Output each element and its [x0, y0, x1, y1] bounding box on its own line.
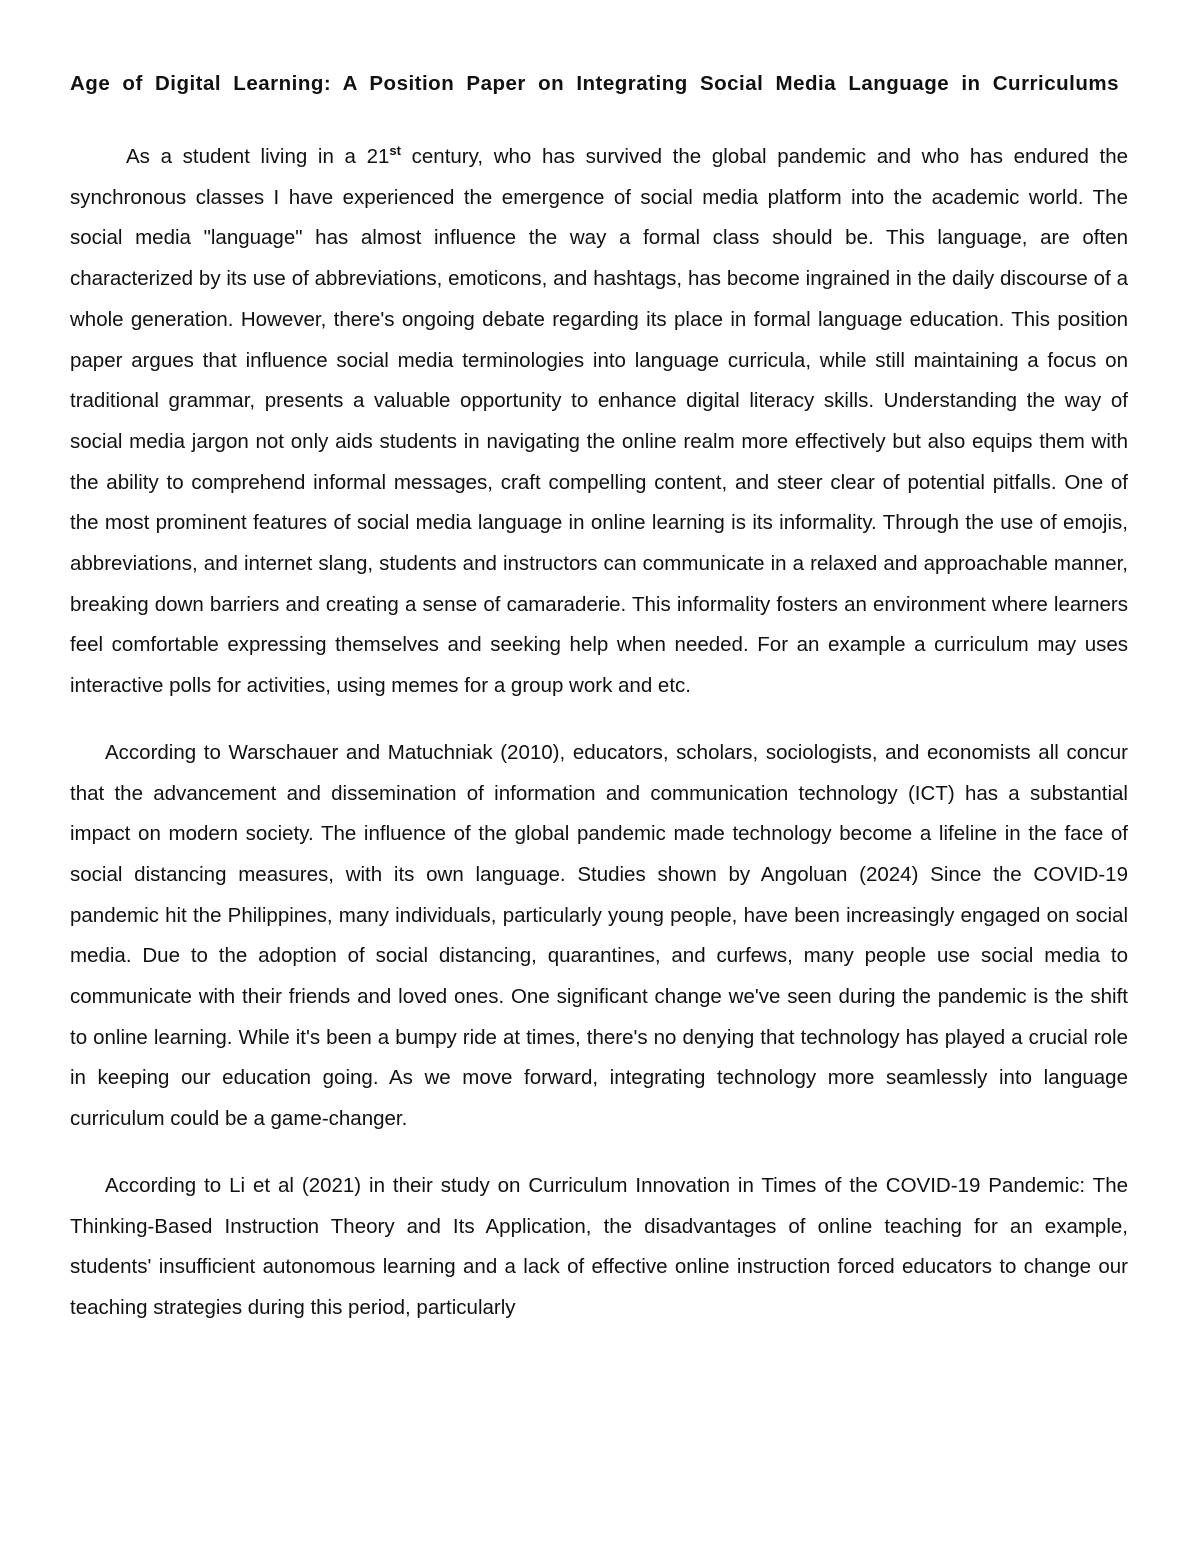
paragraph-1-text-rest: century, who has survived the global pandemic and who has endured the synchronous classes I have experienced the emergence of social media platform into the academic world. The social media "language" has almost influence the way a formal class should be. This language, are often characterized by its use of abbreviations, emoticons, and hashtags, has become ingrained in the daily discourse of a whole generation. However, there's ongoing debate regarding its place in formal language education. This position paper argues that influence social media terminologies into language curricula, while still maintaining a focus on traditional grammar, presents a valuable opportunity to enhance digital literacy skills. Understanding the way of social media jargon not only aids students in navigating the online realm more effectively but also equips them with the ability to comprehend informal messages, craft compelling content, and steer clear of potential pitfalls. One of the most prominent features of social media language in online learning is its informality. Through the use of emojis, abbreviations, and internet slang, students and instructors can communicate in a relaxed and approachable manner, breaking down barriers and creating a sense of camaraderie. This informality fosters an environment where learners feel comfortable expressing themselves and seeking help when needed. For an example a curriculum may uses interactive polls for activities, using memes for a group work and etc.	[70, 145, 1128, 698]
paragraph-1-text-start: As a student living in a 21	[126, 145, 390, 168]
paragraph-3: According to Li et al (2021) in their study on Curriculum Innovation in Times of the COVID-19 Pandemic: The Thinking-Based Instruction Theory and Its Application, the disadvantages of online teaching for an example, students' insufficient autonomous learning and a lack of effective online instruction forced educators to change our teaching strategies during this period, particularly	[70, 1173, 1128, 1319]
document-page	[70, 64, 1128, 1329]
ordinal-superscript: st	[389, 143, 401, 159]
paragraph-2: According to Warschauer and Matuchniak (2010), educators, scholars, sociologists, and economists all concur that the advancement and dissemination of information and communication technology (ICT) has a substantial impact on modern society. The influence of the global pandemic made technology become a lifeline in the face of social distancing measures, with its own language. Studies shown by Angoluan (2024) Since the COVID-19 pandemic hit the Philippines, many individuals, particularly young people, have been increasingly engaged on social media. Due to the adoption of social distancing, quarantines, and curfews, many people use social media to communicate with their friends and loved ones. One significant change we've seen during the pandemic is the shift to online learning. While it's been a bumpy ride at times, there's no denying that technology has played a crucial role in keeping our education going. As we move forward, integrating technology more seamlessly into language curriculum could be a game-changer.	[70, 740, 1128, 1131]
paragraph-1	[70, 137, 1128, 707]
document-title: Age of Digital Learning: A Position Paper on Integrating Social Media Language in Curriculums	[70, 72, 1119, 95]
